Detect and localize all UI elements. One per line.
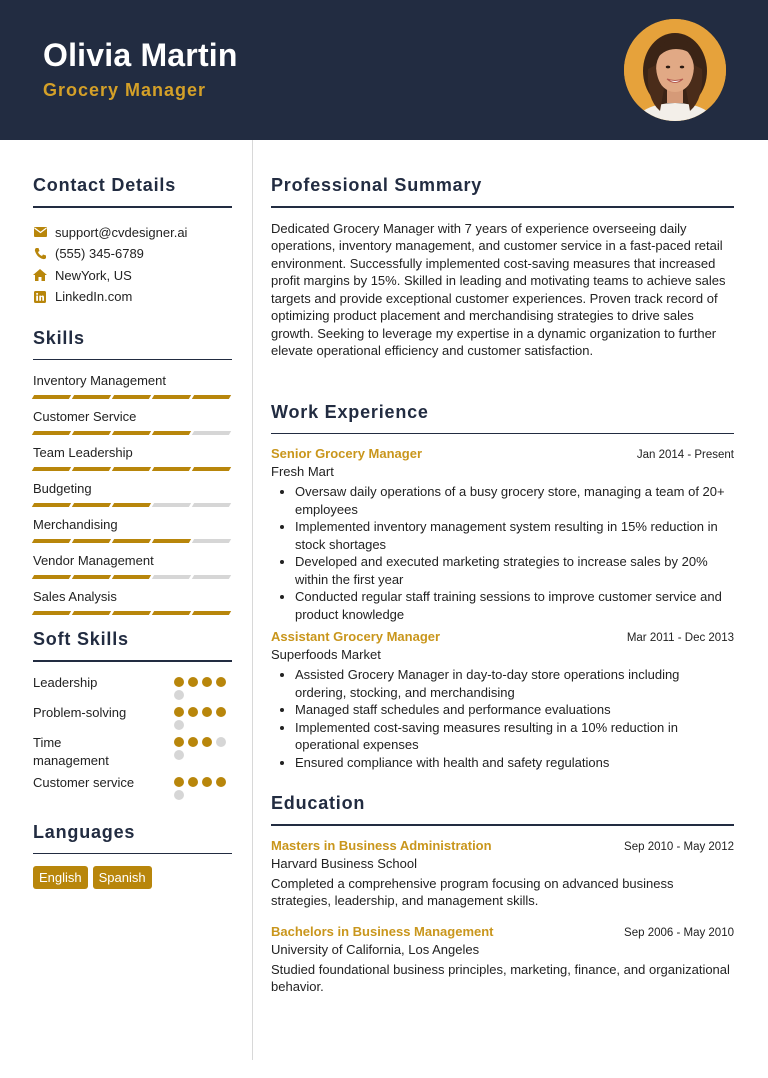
contact-location-text: NewYork, US <box>55 267 132 283</box>
soft-skills-list <box>33 674 232 800</box>
skill-name: Sales Analysis <box>33 589 117 604</box>
job-bullet: • Conducted regular staff training sessions to improve customer service and product knowledge <box>295 588 734 623</box>
skill-level-segment <box>72 467 111 471</box>
skill-level-segment <box>32 503 71 507</box>
school-name: Harvard Business School <box>271 855 417 871</box>
section-rule <box>33 660 232 662</box>
job-bullets <box>271 666 734 771</box>
rating-dot <box>174 737 184 747</box>
skill-item <box>33 444 232 471</box>
contact-heading: Contact Details <box>33 175 177 195</box>
portrait-image <box>624 19 726 121</box>
skill-name: Team Leadership <box>33 445 133 460</box>
skill-level-bars <box>33 431 232 435</box>
section-rule <box>33 853 232 855</box>
skill-level-bars <box>33 395 232 399</box>
job-bullets <box>271 483 734 623</box>
soft-skill-rating <box>174 704 232 730</box>
rating-dot <box>174 777 184 787</box>
skill-level-segment <box>152 503 191 507</box>
linkedin-icon <box>33 290 47 304</box>
skill-level-segment <box>112 503 151 507</box>
contact-email-text: support@cvdesigner.ai <box>55 224 188 240</box>
home-icon <box>33 268 47 282</box>
skill-level-segment <box>152 575 191 579</box>
section-rule <box>271 206 734 208</box>
skill-item <box>33 552 232 579</box>
contact-phone-text: (555) 345-6789 <box>55 246 144 262</box>
rating-dot <box>202 707 212 717</box>
education-entry <box>271 924 734 996</box>
skill-level-segment <box>72 611 111 615</box>
skill-name: Customer Service <box>33 409 137 424</box>
skill-level-segment <box>32 575 71 579</box>
education-heading: Education <box>271 793 366 813</box>
sidebar <box>33 140 232 889</box>
job-bullet: • Developed and executed marketing strategies to increase sales by 20% within the first year <box>295 553 734 588</box>
section-rule <box>33 359 232 361</box>
education-entry <box>271 838 734 910</box>
job-bullet: • Oversaw daily operations of a busy grocery store, managing a team of 20+ employees <box>295 483 734 518</box>
job-bullet: • Implemented inventory management system resulting in 15% reduction in stock shortages <box>295 518 734 553</box>
skills-list <box>33 372 232 615</box>
candidate-name: Olivia Martin <box>43 37 238 73</box>
skill-level-segment <box>192 539 231 543</box>
skill-item <box>33 408 232 435</box>
skill-level-segment <box>152 539 191 543</box>
soft-skills-heading: Soft Skills <box>33 629 129 649</box>
skill-level-segment <box>192 575 231 579</box>
rating-dot <box>174 790 184 800</box>
rating-dot <box>202 737 212 747</box>
skill-level-segment <box>192 503 231 507</box>
skill-level-segment <box>112 539 151 543</box>
skill-name: Inventory Management <box>33 373 166 388</box>
contact-email[interactable] <box>33 222 232 244</box>
skill-level-bars <box>33 467 232 471</box>
skill-level-segment <box>152 467 191 471</box>
skill-level-segment <box>32 395 71 399</box>
language-tag: English <box>33 866 88 889</box>
rating-dot <box>174 690 184 700</box>
soft-skill-item <box>33 674 232 700</box>
skill-level-segment <box>72 539 111 543</box>
contact-section <box>33 175 232 308</box>
rating-dot <box>216 777 226 787</box>
soft-skill-name: Problem-solving <box>33 704 127 720</box>
profile-photo <box>624 19 726 121</box>
rating-dot <box>174 707 184 717</box>
skill-level-segment <box>72 575 111 579</box>
section-rule <box>271 433 734 435</box>
job-entry <box>271 629 734 771</box>
rating-dot <box>188 707 198 717</box>
skill-name: Vendor Management <box>33 553 154 568</box>
soft-skill-rating <box>174 734 232 760</box>
job-title: Assistant Grocery Manager <box>271 629 441 644</box>
experience-section <box>271 402 734 772</box>
degree-title: Bachelors in Business Management <box>271 923 494 939</box>
skill-level-bars <box>33 611 232 615</box>
soft-skill-name: Time management <box>33 734 109 768</box>
skill-level-segment <box>32 431 71 435</box>
job-bullet: • Assisted Grocery Manager in day-to-day store operations including ordering, stocking, and merchandising <box>295 666 734 701</box>
skill-name: Merchandising <box>33 517 118 532</box>
skill-level-segment <box>112 467 151 471</box>
summary-heading: Professional Summary <box>271 175 483 195</box>
experience-heading: Work Experience <box>271 401 429 422</box>
skill-level-segment <box>112 611 151 615</box>
soft-skill-item <box>33 704 232 730</box>
skill-item <box>33 480 232 507</box>
soft-skill-item <box>33 734 232 770</box>
job-bullet: • Implemented cost-saving measures resulting in a 10% reduction in operational expenses <box>295 719 734 754</box>
skill-level-segment <box>192 611 231 615</box>
education-date: Sep 2006 - May 2010 <box>624 926 734 939</box>
column-divider <box>252 140 253 1060</box>
rating-dot <box>174 720 184 730</box>
rating-dot <box>188 737 198 747</box>
rating-dot <box>216 707 226 717</box>
skill-level-segment <box>192 431 231 435</box>
skill-item <box>33 372 232 399</box>
rating-dot <box>216 677 226 687</box>
rating-dot <box>188 677 198 687</box>
skill-level-segment <box>152 611 191 615</box>
skill-item <box>33 588 232 615</box>
education-section <box>271 793 734 996</box>
summary-text: Dedicated Grocery Manager with 7 years of experience overseeing daily operations, inventory management, and customer service in a fast-paced retail environment. Successfully implemented cost-saving measures that increased profit margins by 15%. Skilled in leading and motivating teams to achieve sales targets and provide exceptional customer experiences. Proven track record of optimizing product placement and merchandising strategies to drive sales growth. Seeking to leverage my expertise in a dynamic organization to further elevate operational efficiency and customer satisfaction. <box>271 220 726 358</box>
skill-level-segment <box>72 431 111 435</box>
skill-level-segment <box>192 395 231 399</box>
skill-level-segment <box>32 467 71 471</box>
contact-linkedin-text: LinkedIn.com <box>55 289 133 305</box>
contact-linkedin[interactable] <box>33 286 232 308</box>
education-description: Studied foundational business principles, marketing, finance, and organizational behavior. <box>271 961 730 994</box>
contact-location <box>33 265 232 287</box>
languages-heading: Languages <box>33 821 136 842</box>
school-name: University of California, Los Angeles <box>271 941 480 957</box>
section-rule <box>271 824 734 826</box>
header-banner <box>0 0 768 140</box>
rating-dot <box>174 750 184 760</box>
language-tags <box>33 866 232 889</box>
job-company: Superfoods Market <box>271 647 381 662</box>
rating-dot <box>202 777 212 787</box>
contact-phone[interactable] <box>33 243 232 265</box>
degree-title: Masters in Business Administration <box>271 837 492 853</box>
skill-level-bars <box>33 575 232 579</box>
skill-level-bars <box>33 503 232 507</box>
skill-name: Budgeting <box>33 481 92 496</box>
skill-level-segment <box>112 431 151 435</box>
job-bullet: • Ensured compliance with health and safety regulations <box>295 754 734 772</box>
job-date: Mar 2011 - Dec 2013 <box>626 632 734 644</box>
job-company: Fresh Mart <box>271 464 334 479</box>
language-tag: Spanish <box>93 866 152 889</box>
education-description: Completed a comprehensive program focusing on advanced business strategies, leadership, and management skills. <box>271 875 674 908</box>
candidate-title: Grocery Manager <box>43 80 207 100</box>
skill-level-segment <box>72 503 111 507</box>
job-entry <box>271 446 734 623</box>
envelope-icon <box>33 225 47 239</box>
skill-level-segment <box>112 395 151 399</box>
skill-level-segment <box>72 395 111 399</box>
phone-icon <box>33 247 47 261</box>
skill-level-bars <box>33 539 232 543</box>
skills-section <box>33 328 232 616</box>
job-bullet: • Managed staff schedules and performance evaluations <box>295 701 734 719</box>
languages-section <box>33 822 232 890</box>
soft-skill-name: Customer service <box>33 774 135 790</box>
rating-dot <box>188 777 198 787</box>
rating-dot <box>174 677 184 687</box>
main-column <box>271 140 734 996</box>
soft-skill-item <box>33 774 232 800</box>
rating-dot <box>202 677 212 687</box>
job-title: Senior Grocery Manager <box>271 446 422 461</box>
skill-level-segment <box>32 611 71 615</box>
soft-skill-rating <box>174 674 232 700</box>
skill-level-segment <box>152 395 191 399</box>
skill-level-segment <box>152 431 191 435</box>
rating-dot <box>216 737 226 747</box>
job-date: Jan 2014 - Present <box>636 449 734 461</box>
skill-item <box>33 516 232 543</box>
skill-level-segment <box>192 467 231 471</box>
summary-section <box>271 175 734 360</box>
soft-skill-name: Leadership <box>33 674 98 690</box>
skills-heading: Skills <box>33 327 85 348</box>
education-date: Sep 2010 - May 2012 <box>624 840 734 853</box>
skill-level-segment <box>112 575 151 579</box>
soft-skills-section <box>33 629 232 800</box>
soft-skill-rating <box>174 774 232 800</box>
skill-level-segment <box>32 539 71 543</box>
section-rule <box>33 206 232 208</box>
